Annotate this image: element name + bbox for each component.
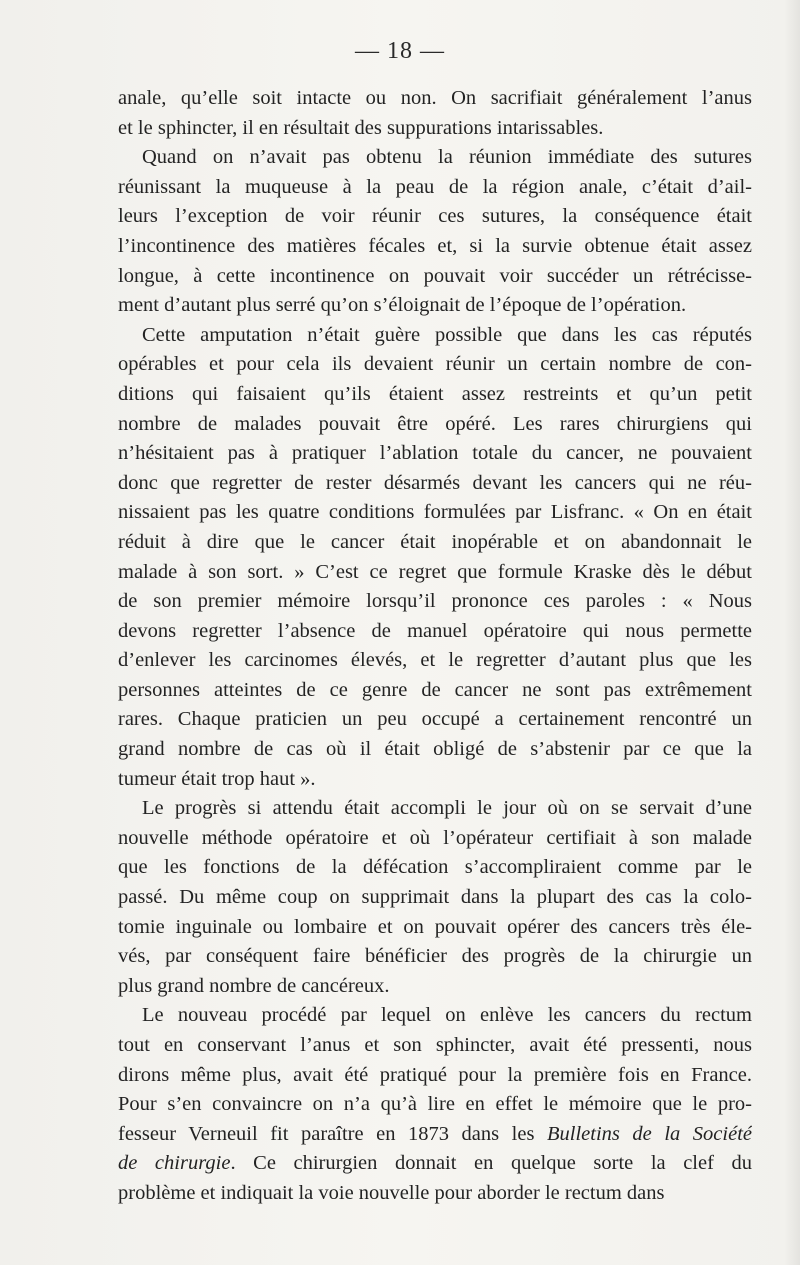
- text-line: problème et indiquait la voie nouvelle pour aborder le rectum dans: [118, 1181, 665, 1204]
- text-line: de son premier mémoire lorsqu’il prononce ces paroles : « Nous: [118, 590, 752, 613]
- text-line: malade à son sort. » C’est ce regret que formule Kraske dès le début: [118, 560, 752, 583]
- text-line: nombre de malades pouvait être opéré. Les rares chirurgiens qui: [118, 412, 752, 435]
- text-line: donc que regretter de rester désarmés devant les cancers qui ne réu-: [118, 471, 752, 494]
- text-line: personnes atteintes de ce genre de cancer ne sont pas extrêmement: [118, 678, 752, 701]
- text-line: grand nombre de cas où il était obligé de s’abstenir par ce que la: [118, 738, 752, 761]
- text-line: tout en conservant l’anus et son sphincter, avait été pressenti, nous: [118, 1034, 752, 1056]
- text-line: anale, qu’elle soit intacte ou non. On sacrifiait généralement l’anus: [118, 87, 752, 109]
- text-line: Le progrès si attendu était accompli le jour où on se servait d’une: [142, 797, 752, 820]
- text-line: réunissant la muqueuse à la peau de la région anale, c’était d’ail-: [118, 175, 752, 198]
- text-line: plus grand nombre de cancéreux.: [118, 974, 390, 997]
- text-line: Quand on n’avait pas obtenu la réunion immédiate des sutures: [142, 146, 752, 169]
- text-line: Le nouveau procédé par lequel on enlève les cancers du rectum: [142, 1004, 752, 1027]
- text-line: l’incontinence des matières fécales et, si la survie obtenue était assez: [118, 234, 752, 257]
- text-span: fesseur Verneuil fit paraître en 1873 dans les: [118, 1122, 535, 1145]
- text-line: et le sphincter, il en résultait des suppurations intarissables.: [118, 116, 604, 139]
- text-line: Pour s’en convaincre on n’a qu’à lire en effet le mémoire que le pro-: [118, 1093, 752, 1116]
- text-line: réduit à dire que le cancer était inopérable et on abandonnait le: [118, 530, 752, 553]
- text-line: leurs l’exception de voir réunir ces sutures, la conséquence était: [118, 205, 752, 228]
- text-span: . Ce chirurgien donnait en quelque sorte la clef du: [230, 1152, 752, 1175]
- text-line: Cette amputation n’était guère possible que dans les cas réputés: [142, 323, 752, 346]
- text-line: opérables et pour cela ils devaient réunir un certain nombre de con-: [118, 353, 752, 376]
- text-line: n’hésitaient pas à pratiquer l’ablation totale du cancer, ne pouvaient: [118, 442, 752, 465]
- text-line: devons regretter l’absence de manuel opératoire qui nous permette: [118, 619, 752, 642]
- text-line: [118, 1149, 752, 1179]
- text-line: ditions qui faisaient qu’ils étaient assez restreints et qu’un petit: [118, 382, 752, 405]
- text-line: dirons même plus, avait été pratiqué pour la première fois en France.: [118, 1063, 752, 1086]
- text-line: nouvelle méthode opératoire et où l’opérateur certifiait à son malade: [118, 826, 752, 849]
- text-line: rares. Chaque praticien un peu occupé a certainement rencontré un: [118, 708, 752, 731]
- text-line: tumeur était trop haut ».: [118, 767, 316, 790]
- italic-journal-title: Bulletins de la Société: [547, 1122, 752, 1145]
- text-line: nissaient pas les quatre conditions formulées par Lisfranc. « On en était: [118, 501, 752, 524]
- page-edge-shadow: [784, 0, 800, 1265]
- italic-journal-title-cont: de chirurgie: [118, 1152, 231, 1175]
- text-line: vés, par conséquent faire bénéficier des progrès de la chirurgie un: [118, 945, 752, 968]
- text-line: ment d’autant plus serré qu’on s’éloignait de l’époque de l’opération.: [118, 294, 687, 317]
- page-number: — 18 —: [355, 38, 445, 64]
- text-line: longue, à cette incontinence on pouvait voir succéder un rétrécisse-: [118, 264, 752, 287]
- text-line: passé. Du même coup on supprimait dans la plupart des cas la colo-: [118, 886, 752, 909]
- text-line: [118, 1120, 752, 1150]
- text-line: d’enlever les carcinomes élevés, et le regretter d’autant plus que les: [118, 649, 752, 672]
- text-line: tomie inguinale ou lombaire et on pouvait opérer des cancers très éle-: [118, 915, 752, 938]
- text-line: que les fonctions de la défécation s’accompliraient comme par le: [118, 856, 752, 879]
- body-text: [118, 84, 752, 1209]
